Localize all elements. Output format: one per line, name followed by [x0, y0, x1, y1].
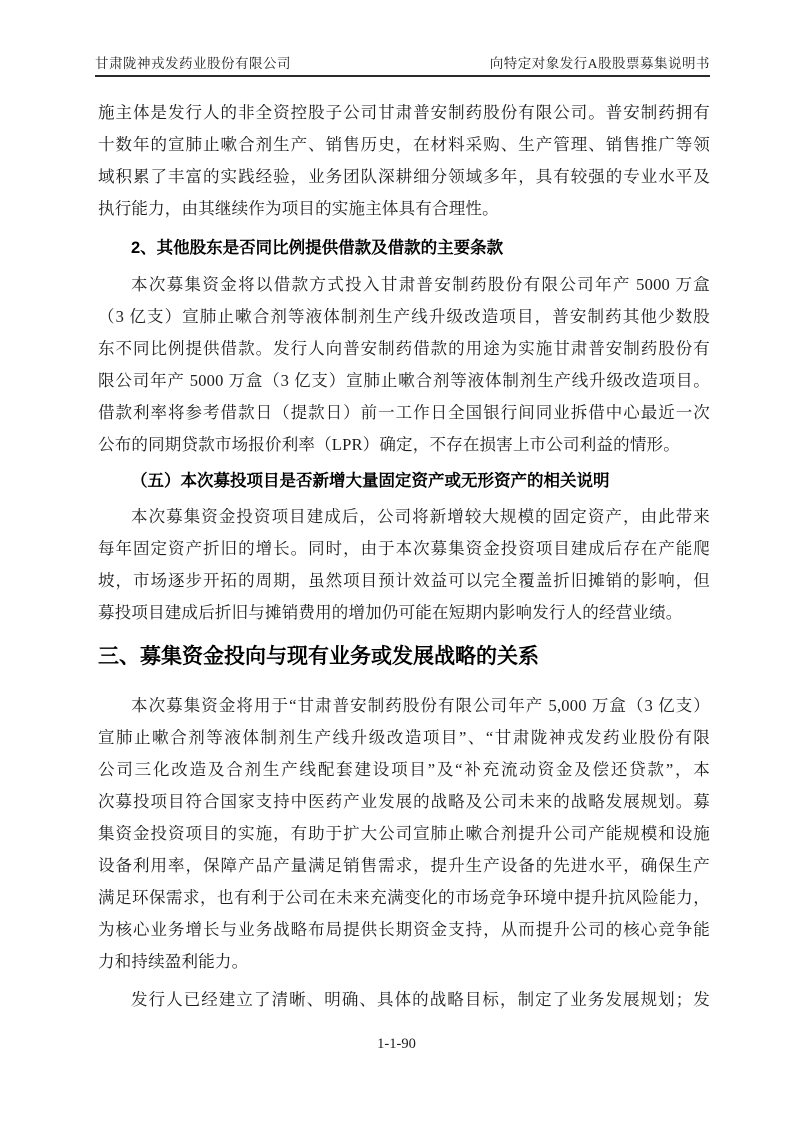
paragraph-line: 执行能力，由其继续作为项目的实施主体具有合理性。 [98, 199, 499, 218]
paragraph-line: 为核心业务增长与业务战略布局提供长期资金支持，从而提升公司的核心竞争能 [98, 920, 710, 939]
paragraph-strategic-goals [98, 984, 710, 1016]
document-body [98, 78, 710, 1016]
paragraph-line: 本次募集资金将用于“甘肃普安制药股份有限公司年产 5,000 万盒（3 亿支） [131, 696, 710, 715]
page-number: 1-1-90 [377, 1036, 416, 1052]
paragraph-line: 坡，市场逐步开拓的周期，虽然项目预计效益可以完全覆盖折旧摊销的影响，但 [98, 571, 710, 590]
header-doc-title: 向特定对象发行A股股票募集说明书 [489, 56, 710, 71]
paragraph-implementation-entity [98, 97, 710, 225]
paragraph-line: 公司三化改造及合剂生产线配套建设项目”及“补充流动资金及偿还贷款”，本 [98, 760, 710, 779]
heading-section-three: 三、募集资金投向与现有业务或发展战略的关系 [98, 645, 539, 668]
paragraph-line: 宣肺止嗽合剂等液体制剂生产线升级改造项目”、“甘肃陇神戎发药业股份有限 [98, 728, 710, 747]
paragraph-line: 集资金投资项目的实施，有助于扩大公司宣肺止嗽合剂提升公司产能规模和设施 [98, 824, 710, 843]
paragraph-line: 借款利率将参考借款日（提款日）前一工作日全国银行间同业拆借中心最近一次 [98, 403, 710, 422]
header-divider [95, 75, 710, 77]
paragraph-loan-terms [98, 269, 710, 461]
paragraph-fixed-assets [98, 501, 710, 629]
heading-loan-terms: 2、其他股东是否同比例提供借款及借款的主要条款 [131, 239, 504, 257]
paragraph-line: 力和持续盈利能力。 [98, 952, 249, 971]
paragraph-line: 十数年的宣肺止嗽合剂生产、销售历史，在材料采购、生产管理、销售推广等领 [98, 135, 710, 154]
paragraph-line: 施主体是发行人的非全资控股子公司甘肃普安制药股份有限公司。普安制药拥有 [98, 103, 710, 122]
header-company-name: 甘肃陇神戎发药业股份有限公司 [95, 56, 291, 71]
page-footer [0, 1036, 793, 1053]
paragraph-line: （3 亿支）宣肺止嗽合剂等液体制剂生产线升级改造项目，普安制药其他少数股 [98, 307, 710, 326]
heading-fixed-assets: （五）本次募投项目是否新增大量固定资产或无形资产的相关说明 [131, 472, 610, 490]
paragraph-strategy-relation [98, 690, 710, 978]
paragraph-line: 本次募集资金将以借款方式投入甘肃普安制药股份有限公司年产 5000 万盒 [131, 275, 710, 294]
paragraph-line: 本次募集资金投资项目建成后，公司将新增较大规模的固定资产，由此带来 [131, 507, 710, 526]
paragraph-line: 发行人已经建立了清晰、明确、具体的战略目标，制定了业务发展规划；发 [131, 990, 710, 1009]
paragraph-line: 限公司年产 5000 万盒（3 亿支）宣肺止嗽合剂等液体制剂生产线升级改造项目。 [98, 371, 710, 390]
paragraph-line: 设备利用率，保障产品产量满足销售需求，提升生产设备的先进水平，确保生产 [98, 856, 710, 875]
paragraph-line: 满足环保需求，也有利于公司在未来充满变化的市场竞争环境中提升抗风险能力， [98, 888, 710, 907]
paragraph-line: 公布的同期贷款市场报价利率（LPR）确定，不存在损害上市公司利益的情形。 [98, 435, 680, 454]
paragraph-line: 次募投项目符合国家支持中医药产业发展的战略及公司未来的战略发展规划。募 [98, 792, 710, 811]
paragraph-line: 每年固定资产折旧的增长。同时，由于本次募集资金投资项目建成后存在产能爬 [98, 539, 710, 558]
paragraph-line: 东不同比例提供借款。发行人向普安制药借款的用途为实施甘肃普安制药股份有 [98, 339, 710, 358]
paragraph-line: 募投项目建成后折旧与摊销费用的增加仍可能在短期内影响发行人的经营业绩。 [98, 603, 683, 622]
paragraph-line: 域积累了丰富的实践经验，业务团队深耕细分领域多年，具有较强的专业水平及 [98, 167, 710, 186]
page-header [95, 52, 710, 72]
